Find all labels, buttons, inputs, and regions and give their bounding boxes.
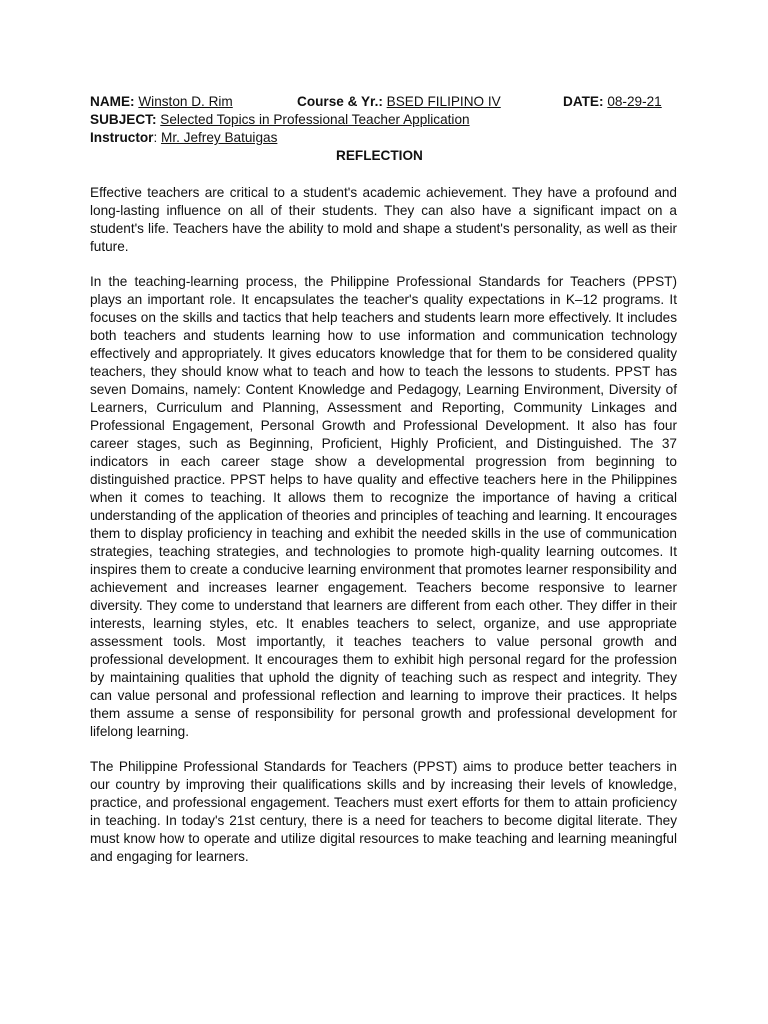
header-row-name [90,93,677,111]
instructor-value: Mr. Jefrey Batuigas [161,130,278,145]
name-label: NAME: [90,94,135,109]
instructor-colon: : [153,130,158,145]
subject-value: Selected Topics in Professional Teacher Application [160,112,470,127]
course-label: Course & Yr.: [297,94,383,109]
document-page [90,93,677,866]
course-field [297,93,501,111]
instructor-label: Instructor [90,130,154,145]
header-row-instructor [90,129,677,147]
name-value: Winston D. Rim [138,94,233,109]
course-value: BSED FILIPINO IV [386,94,501,109]
subject-label: SUBJECT: [90,112,157,127]
header-row-subject [90,111,677,129]
document-title-row [90,147,677,165]
date-field [563,93,662,111]
date-value: 08-29-21 [607,94,662,109]
paragraph-1: Effective teachers are critical to a student's academic achievement. They have a profound and long-lasting influence on all of their students. They can also have a significant impact on a student's life. Teachers have the ability to mold and shape a student's personality, as well as their future. [90,185,677,254]
date-label: DATE: [563,94,604,109]
document-title: REFLECTION [336,148,423,163]
paragraph-2: In the teaching-learning process, the Philippine Professional Standards for Teachers (PPST) plays an important role. It encapsulates the teacher's quality expectations in K–12 programs. It focuses on the skills and tactics that help teachers and students learn more effectively. It includes both teachers and students learning how to use information and communication technology effectively and appropriately. It gives educators knowledge that for them to be considered quality teachers, they should know what to teach and how to teach the lessons to students. PPST has seven Domains, namely: Content Knowledge and Pedagogy, Learning Environment, Diversity of Learners, Curriculum and Planning, Assessment and Reporting, Community Linkages and Professional Engagement, Personal Growth and Professional Development. It also has four career stages, such as Beginning, Proficient, Highly Proficient, and Distinguished. The 37 indicators in each career stage show a developmental progression from beginning to distinguished practice. PPST helps to have quality and effective teachers here in the Philippines when it comes to teaching. It allows them to recognize the importance of having a critical understanding of the application of theories and principles of teaching and learning. It encourages them to display proficiency in teaching and exhibit the needed skills in the use of communication strategies, teaching strategies, and technologies to promote high-quality learning outcomes. It inspires them to create a conducive learning environment that promotes learner responsibility and achievement and increases learner engagement. Teachers become responsive to learner diversity. They come to understand that learners are different from each other. They differ in their interests, learning styles, etc. It enables teachers to select, organize, and use appropriate assessment tools. Most importantly, it teaches teachers to value personal growth and professional development. It encourages them to exhibit high personal regard for the profession by maintaining qualities that uphold the dignity of teaching such as respect and integrity. They can value personal and professional reflection and learning to improve their practices. It helps them assume a sense of responsibility for personal growth and professional development for lifelong learning. [90,274,677,739]
paragraph-3: The Philippine Professional Standards for Teachers (PPST) aims to produce better teachers in our country by improving their qualifications skills and by increasing their levels of knowledge, practice, and professional engagement. Teachers must exert efforts for them to attain proficiency in teaching. In today's 21st century, there is a need for teachers to become digital literate. They must know how to operate and utilize digital resources to make teaching and learning meaningful and engaging for learners. [90,759,677,864]
